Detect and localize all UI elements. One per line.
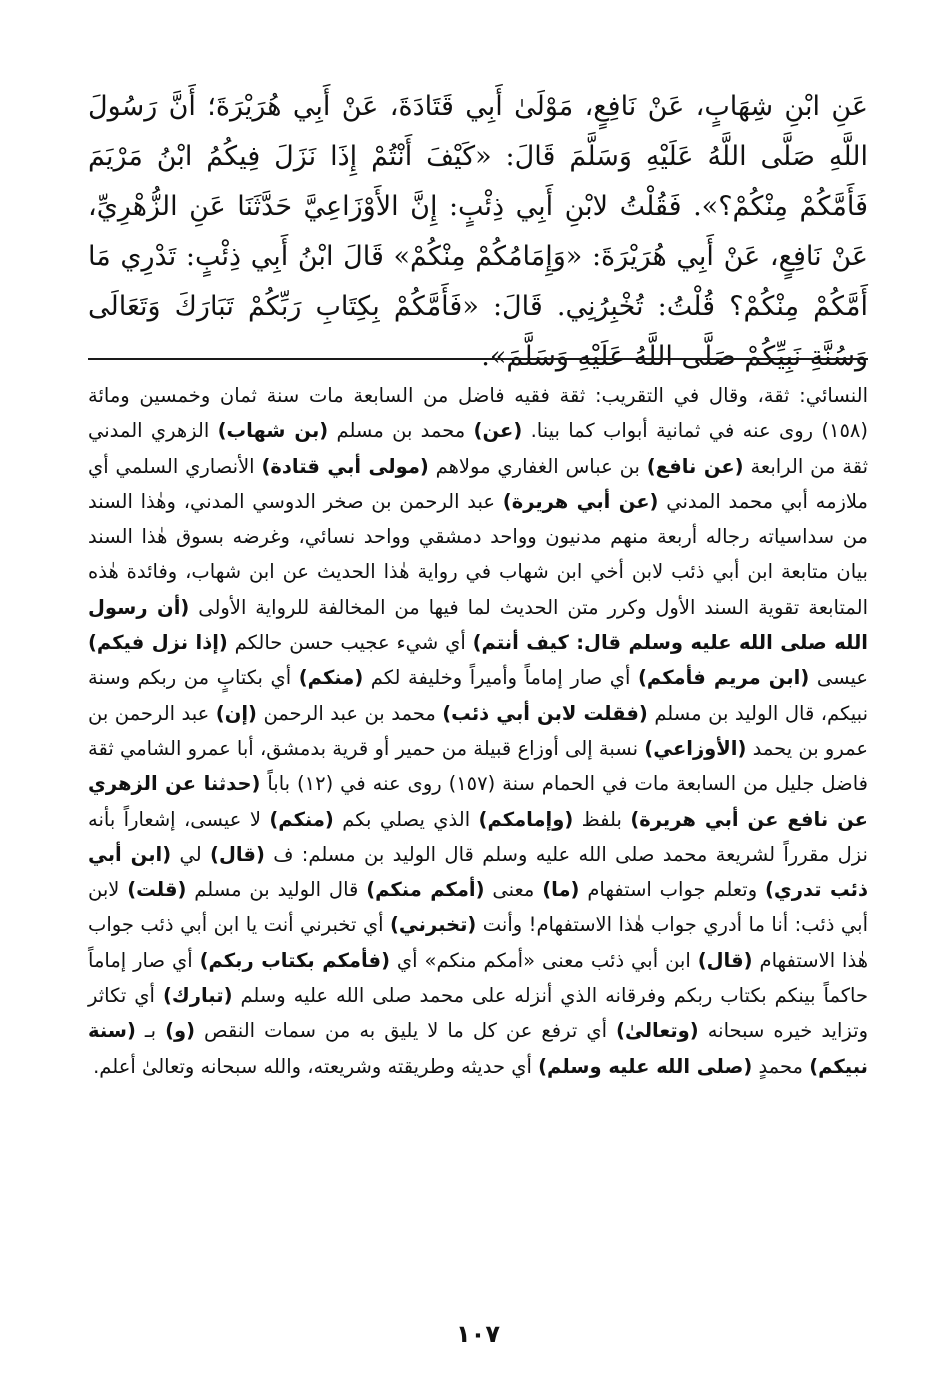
commentary-run: محمدٍ [752,1054,810,1078]
commentary-run: الذي يصلي بكم [333,807,479,831]
book-page [88,82,868,1372]
quoted-phrase: (ابن أبي ذئب تدري) [88,842,868,902]
quoted-phrase: (قال) [697,948,753,972]
commentary-run: محمد بن مسلم [328,419,474,443]
commentary-run: أي حديثه وطريقته وشريعته، والله سبحانه وتعالىٰ أعلم. [93,1054,539,1078]
commentary-run: وتعلم جواب استفهام [579,878,765,902]
commentary-run: قال الوليد بن مسلم [186,878,367,902]
commentary-run: أي صار إماماً حاكماً بينكم بكتاب ربكم وفرقانه الذي أنزله على محمد صلى الله عليه وسلم [88,948,869,1008]
quoted-phrase: (بن شهاب) [217,419,329,443]
commentary-run: أي تكاثر وتزايد خيره سبحانه [88,984,869,1043]
quoted-phrase: (إن) [215,701,257,725]
quoted-phrase: (الأوزاعي) [644,736,747,760]
quoted-phrase: (عن نافع) [646,454,744,478]
quoted-phrase: (فقلت لابن أبي ذئب) [442,701,648,725]
quoted-phrase: (وتعالىٰ) [616,1019,699,1043]
footnote-divider [88,358,868,360]
commentary-run: نسبة إلى أوزاع قبيلة من حمير أو قرية بدمشق، أبا عمرو الشامي ثقة فاضل جليل من السابعة مات في الحمام سنة (١٥٧) روى عنه في (١٢) باباً [88,736,868,796]
quoted-phrase: (إذا نزل فيكم) [88,631,228,655]
quoted-phrase: (مولى أبي قتادة) [261,454,429,478]
quoted-phrase: (قلت) [127,878,187,902]
commentary-run: أي بكتابٍ من ربكم وسنة نبيكم، قال الوليد بن مسلم [88,666,868,725]
commentary-run: بـ [135,1019,166,1043]
quoted-phrase: (منكم) [298,666,364,690]
quoted-phrase: (عن أبي هريرة) [502,489,659,513]
commentary-run: النسائي: ثقة، وقال في التقريب: ثقة فقيه فاضل من السابعة مات سنة ثمان وخمسين ومائة (١٥٨) روى عنه في ثمانية أبواب كما بينا. [88,384,868,443]
quoted-phrase: (فأمكم بكتاب ربكم) [199,948,390,972]
page-number: ١٠٧ [456,1320,500,1348]
quoted-phrase: (سنة نبيكم) [88,1019,868,1078]
quoted-phrase: (ما) [542,878,580,902]
commentary-run: لا عيسى، إشعاراً بأنه نزل مقرراً لشريعة محمد صلى الله عليه وسلم قال الوليد بن مسلم: ف [88,807,868,866]
commentary-run: الأنصاري السلمي أي ملازمه أبي محمد المدني [88,454,869,513]
quoted-phrase: (تبارك) [162,984,233,1008]
quoted-phrase: (ابن مريم فأمكم) [638,666,810,690]
commentary-run: عبد الرحمن بن عمرو بن يحمد [88,701,868,760]
quoted-phrase: (أن رسول الله صلى الله عليه وسلم قال: كيف أنتم) [88,595,868,655]
commentary-run: لابن أبي ذئب: أنا ما أدري جواب هٰذا الاستفهام! وأنت [88,878,868,937]
hadith-text: عَنِ ابْنِ شِهَابٍ، عَنْ نَافِعٍ، مَوْلَىٰ أَبِي قَتَادَةَ، عَنْ أَبِي هُرَيْرَةَ؛ أَنَّ رَسُولَ اللَّهِ صَلَّى اللَّهُ عَلَيْهِ وَسَلَّمَ قَالَ: «كَيْفَ أَنْتُمْ إِذَا نَزَلَ فِيكُمُ ابْنُ مَرْيَمَ فَأَمَّكُمْ مِنْكُمْ؟». فَقُلْتُ لابْنِ أَبِي ذِئْبٍ: إِنَّ الأَوْزَاعِيَّ حَدَّثَنَا عَنِ الزُّهْرِيِّ، عَنْ نَافِعٍ، عَنْ أَبِي هُرَيْرَةَ: «وَإِمَامُكُمْ مِنْكُمْ» قَالَ ابْنُ أَبِي ذِئْبٍ: تَدْرِي مَا أَمَّكُمْ مِنْكُمْ؟ قُلْتُ: تُخْبِرُنِي. قَالَ: «فَأَمَّكُمْ بِكِتَابِ رَبِّكُمْ تَبَارَكَ وَتَعَالَى وَسُنَّةِ نَبِيِّكُمْ صَلَّى اللَّهُ عَلَيْهِ وَسَلَّمَ». [88,91,868,372]
quoted-phrase: (عن) [473,419,523,443]
commentary-run: ابن أبي ذئب معنى «أمكم منكم» أي [389,948,698,972]
commentary-run: بن عباس الغفاري مولاهم [428,454,647,478]
commentary-run: معنى [484,878,543,902]
quoted-phrase: (منكم) [269,807,334,831]
commentary-run: أي شيء عجيب حسن حالكم [227,631,473,655]
commentary-run: محمد بن عبد الرحمن [256,701,443,725]
quoted-phrase: (أمكم منكم) [366,878,485,902]
commentary-run: أي ترفع عن كل ما لا يليق به من سمات النقص [195,1019,617,1043]
commentary-run: أي تخبرني أنت يا ابن أبي ذئب جواب هٰذا الاستفهام [88,913,868,972]
commentary-run: لي [171,842,211,866]
commentary-run: عيسى [809,666,868,690]
quoted-phrase: (صلى الله عليه وسلم) [538,1054,753,1078]
commentary-text [88,378,868,1084]
commentary-run: عبد الرحمن بن صخر الدوسي المدني، وهٰذا السند من سداسياته رجاله أربعة منهم مدنيون وواحد دمشقي وواحد نسائي، وغرضه بسوق هٰذا السند بيان متابعة ابن أبي ذئب لابن أخي ابن شهاب في رواية هٰذا الحديث عن ابن شهاب، وفائدة هٰذه المتابعة تقوية السند الأول وكرر متن الحديث لما فيها من المخالفة للرواية الأولى [88,489,869,619]
quoted-phrase: (وإمامكم) [478,807,574,831]
quoted-phrase: (قال) [210,842,265,866]
commentary-run: أي صار إماماً وأميراً وخليفة لكم [363,666,639,690]
quoted-phrase: (تخبرني) [389,913,477,937]
quoted-phrase: (و) [165,1019,196,1043]
commentary-run: بلفظ [573,807,631,831]
quoted-phrase: (حدثنا عن الزهري عن نافع عن أبي هريرة) [88,772,869,831]
commentary-run: الزهري المدني ثقة من الرابعة [88,419,869,478]
